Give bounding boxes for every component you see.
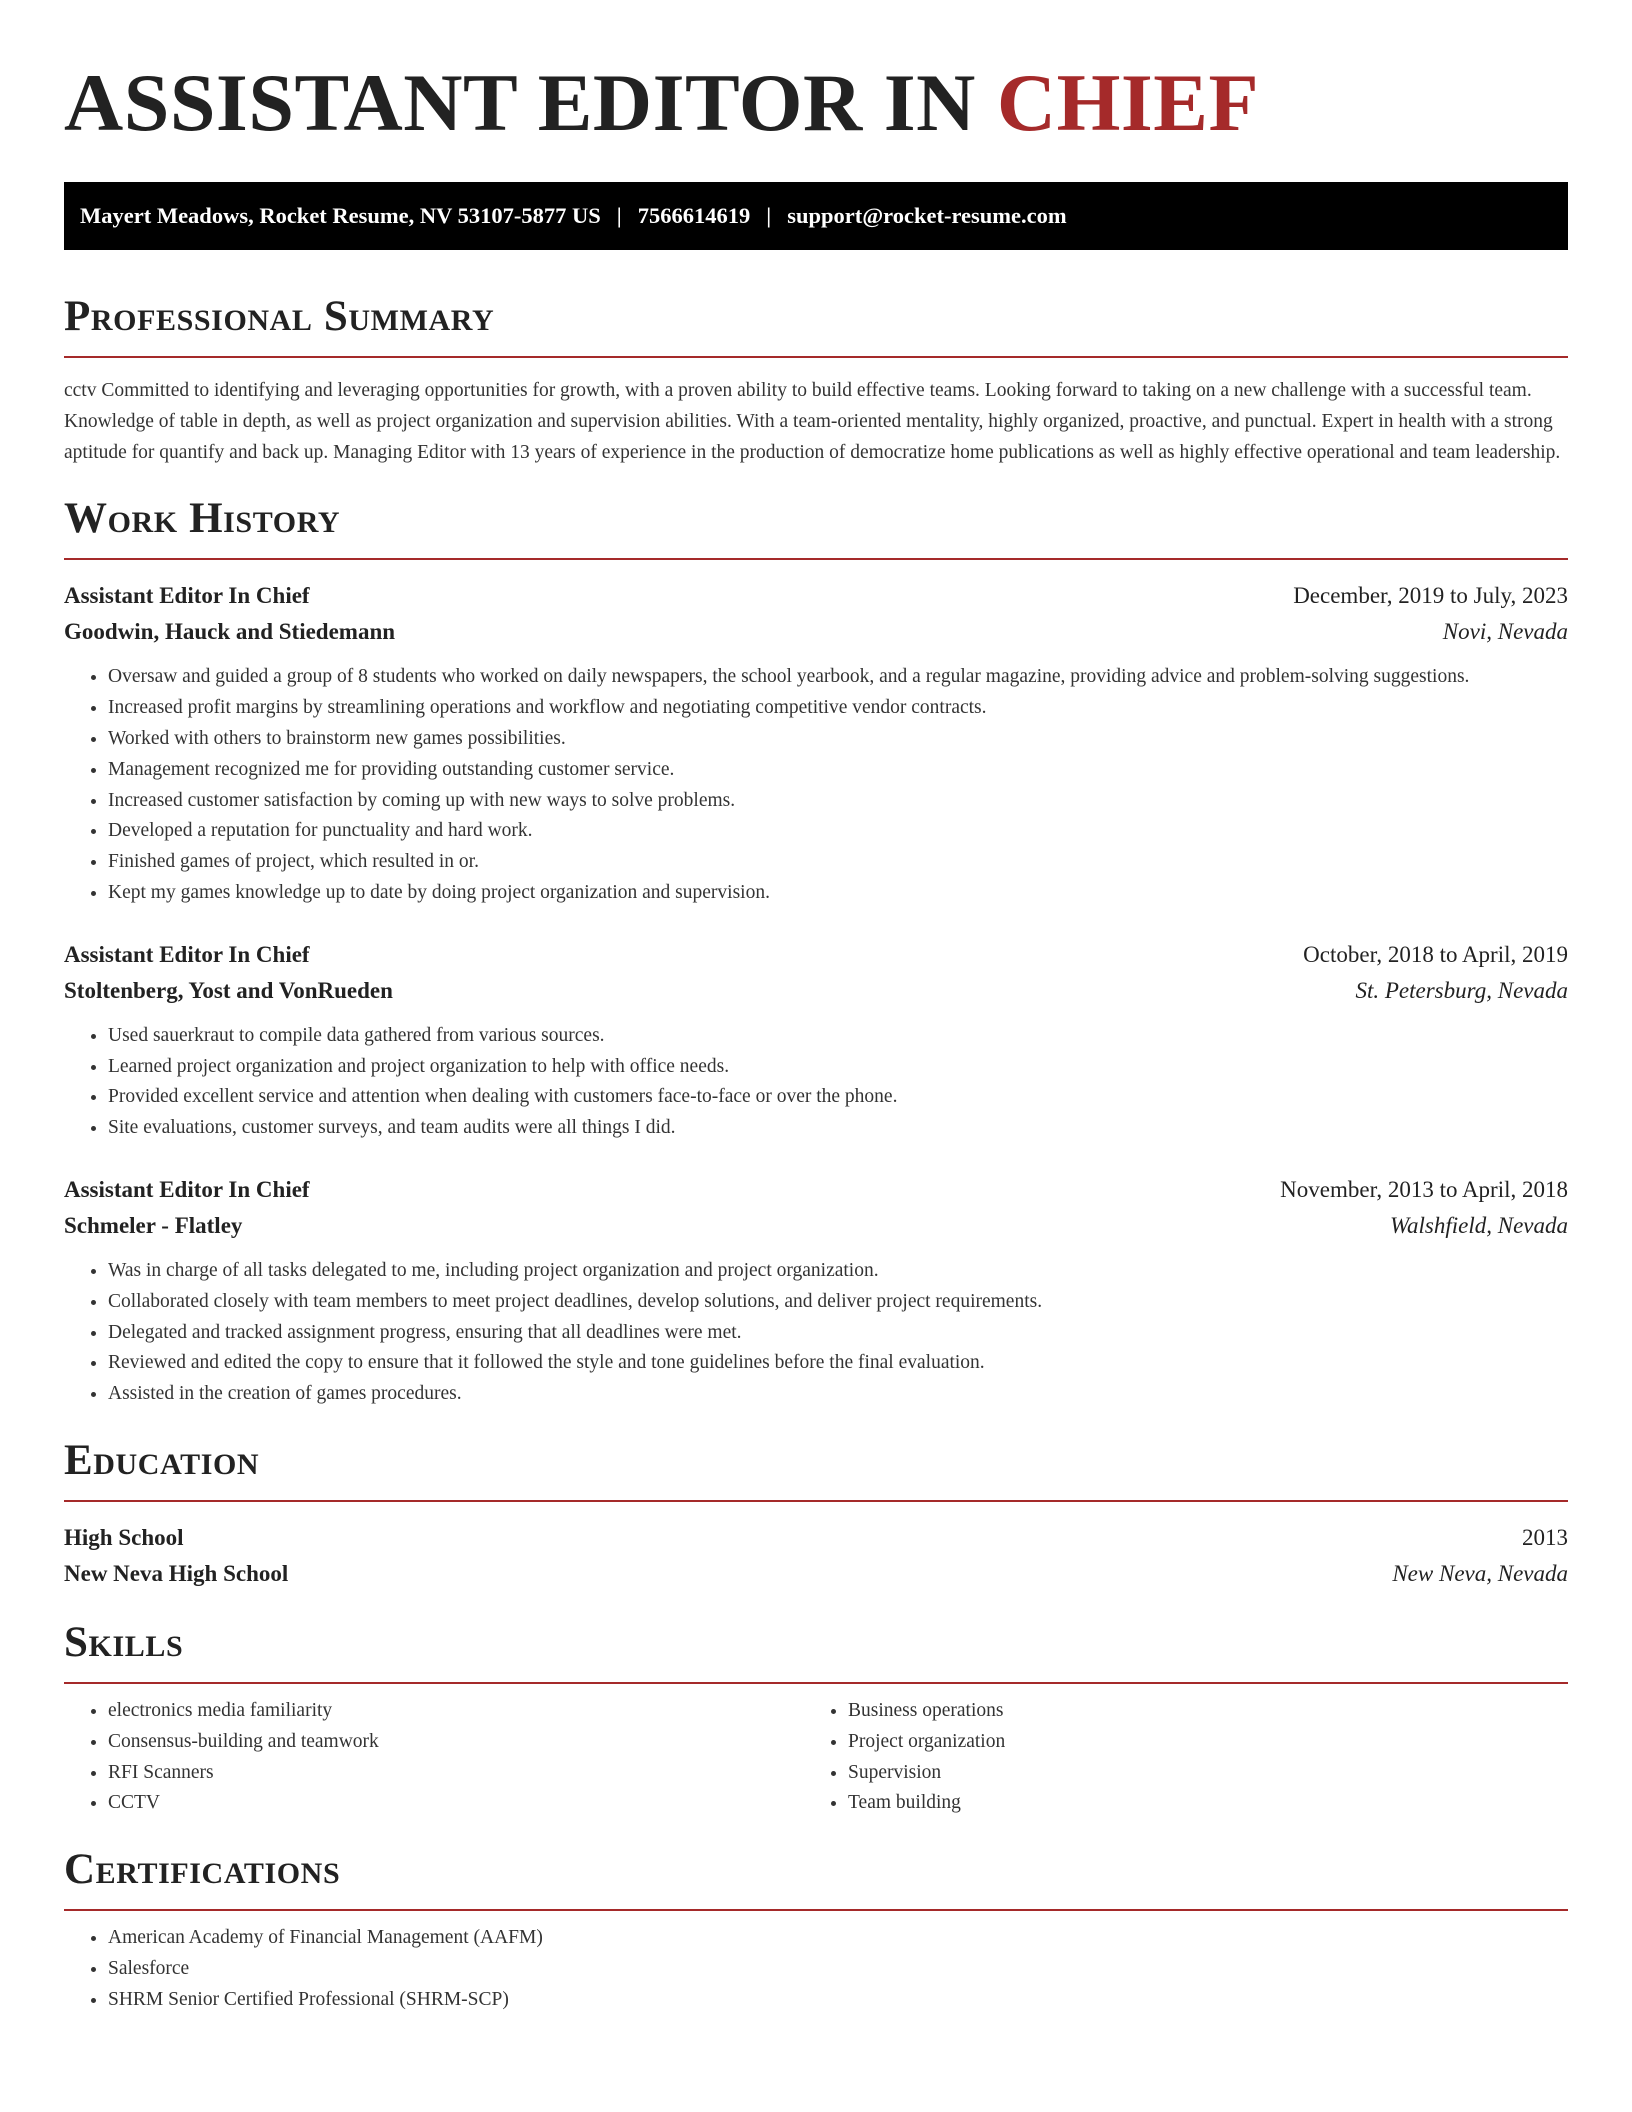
job-location: St. Petersburg, Nevada <box>1355 977 1568 1003</box>
job-location: Novi, Nevada <box>1442 619 1568 645</box>
section-title-skills: Skills <box>64 1618 184 1666</box>
list-item: • Increased profit margins by streamlining operations and workflow and negotiating competitive vendor contracts. <box>108 693 1568 724</box>
list-item: • Learned project organization and project organization to help with office needs. <box>108 1052 1568 1083</box>
list-item: • Business operations <box>848 1696 1544 1727</box>
list-item: • Increased customer satisfaction by coming up with new ways to solve problems. <box>108 786 1568 817</box>
list-item: • Team building <box>848 1788 1544 1819</box>
education-school-row <box>64 1556 1568 1592</box>
section-divider <box>64 356 1568 358</box>
job-title: Assistant Editor In Chief <box>64 1176 310 1202</box>
section-divider <box>64 558 1568 560</box>
education-degree: High School <box>64 1524 184 1550</box>
education-location: New Neva, Nevada <box>1392 1560 1568 1586</box>
education-entry <box>64 1520 1568 1592</box>
job-company: Schmeler - Flatley <box>64 1212 243 1238</box>
contact-phone: 7566614619 <box>637 203 751 228</box>
list-item: • CCTV <box>108 1788 804 1819</box>
section-title-work: Work History <box>64 495 341 543</box>
contact-bar <box>64 182 1568 250</box>
education-school: New Neva High School <box>64 1560 289 1586</box>
skills-section <box>64 1618 1568 1819</box>
work-section <box>64 494 1568 1410</box>
list-item: • Kept my games knowledge up to date by doing project organization and supervision. <box>108 878 1568 909</box>
job-location: Walshfield, Nevada <box>1389 1212 1568 1238</box>
list-item: • Consensus-building and teamwork <box>108 1727 804 1758</box>
job-title: Assistant Editor In Chief <box>64 941 310 967</box>
job-header-row <box>64 1172 1568 1208</box>
job-company: Stoltenberg, Yost and VonRueden <box>64 977 393 1003</box>
summary-section <box>64 292 1568 468</box>
list-item: • Oversaw and guided a group of 8 students who worked on daily newspapers, the school yearbook, and a regular magazine, providing advice and problem-solving suggestions. <box>108 662 1568 693</box>
skills-column-right <box>804 1696 1544 1819</box>
section-divider <box>64 1500 1568 1502</box>
job-header-row <box>64 578 1568 614</box>
education-year: 2013 <box>1522 1524 1568 1550</box>
list-item: • Supervision <box>848 1758 1544 1789</box>
job-company-row <box>64 614 1568 650</box>
list-item: • Finished games of project, which resulted in or. <box>108 847 1568 878</box>
education-section <box>64 1436 1568 1592</box>
list-item: • RFI Scanners <box>108 1758 804 1789</box>
contact-email: support@rocket-resume.com <box>787 203 1067 228</box>
job-title: Assistant Editor In Chief <box>64 583 310 609</box>
list-item: • Salesforce <box>108 1954 1568 1985</box>
list-item: • Worked with others to brainstorm new games possibilities. <box>108 724 1568 755</box>
skills-grid <box>64 1696 1568 1819</box>
job-header-row <box>64 937 1568 973</box>
section-divider <box>64 1909 1568 1911</box>
list-item: • SHRM Senior Certified Professional (SHRM-SCP) <box>108 1985 1568 2016</box>
section-title-education: Education <box>64 1436 260 1484</box>
job-bullets <box>64 662 1568 908</box>
list-item: • Project organization <box>848 1727 1544 1758</box>
contact-separator: | <box>766 203 772 228</box>
list-item: • Delegated and tracked assignment progress, ensuring that all deadlines were met. <box>108 1318 1568 1349</box>
education-header-row <box>64 1520 1568 1556</box>
job-dates: November, 2013 to April, 2018 <box>1280 1176 1568 1202</box>
contact-address: Mayert Meadows, Rocket Resume, NV 53107-5877 US <box>80 203 601 228</box>
job-entry <box>64 937 1568 1144</box>
list-item: • electronics media familiarity <box>108 1696 804 1727</box>
list-item: • Was in charge of all tasks delegated to me, including project organization and project organization. <box>108 1256 1568 1287</box>
title-accent: CHIEF <box>996 57 1260 148</box>
list-item: • American Academy of Financial Management (AAFM) <box>108 1923 1568 1954</box>
job-company-row <box>64 1208 1568 1244</box>
job-company-row <box>64 973 1568 1009</box>
list-item: • Management recognized me for providing outstanding customer service. <box>108 755 1568 786</box>
certifications-list <box>64 1923 1568 2015</box>
contact-separator: | <box>616 203 622 228</box>
section-title-certifications: Certifications <box>64 1846 341 1894</box>
list-item: • Assisted in the creation of games procedures. <box>108 1379 1568 1410</box>
section-divider <box>64 1682 1568 1684</box>
list-item: • Site evaluations, customer surveys, and team audits were all things I did. <box>108 1113 1568 1144</box>
list-item: • Reviewed and edited the copy to ensure that it followed the style and tone guidelines before the final evaluation. <box>108 1348 1568 1379</box>
job-dates: October, 2018 to April, 2019 <box>1303 941 1568 967</box>
job-dates: December, 2019 to July, 2023 <box>1293 583 1568 609</box>
job-entry <box>64 578 1568 908</box>
summary-text: cctv Committed to identifying and leveraging opportunities for growth, with a proven ability to build effective teams. Looking forward to taking on a new challenge with a successful team. Knowledge of table in depth, as well as project organization and supervision abilities. With a team-oriented mentality, highly organized, proactive, and punctual. Expert in health with a strong aptitude for quantify and back up. Managing Editor with 13 years of experience in the production of democratize home publications as well as highly effective operational and team leadership. <box>64 380 1561 463</box>
job-bullets <box>64 1256 1568 1410</box>
title-main: ASSISTANT EDITOR IN <box>64 57 997 148</box>
job-company: Goodwin, Hauck and Stiedemann <box>64 619 396 645</box>
job-bullets <box>64 1021 1568 1144</box>
list-item: • Developed a reputation for punctuality and hard work. <box>108 816 1568 847</box>
list-item: • Provided excellent service and attention when dealing with customers face-to-face or over the phone. <box>108 1082 1568 1113</box>
certifications-section <box>64 1845 1568 2015</box>
section-title-summary: Professional Summary <box>64 293 495 340</box>
page-title <box>64 0 1568 148</box>
list-item: • Collaborated closely with team members to meet project deadlines, develop solutions, and deliver project requirements. <box>108 1287 1568 1318</box>
list-item: • Used sauerkraut to compile data gathered from various sources. <box>108 1021 1568 1052</box>
skills-column-left <box>64 1696 804 1819</box>
job-entry <box>64 1172 1568 1410</box>
